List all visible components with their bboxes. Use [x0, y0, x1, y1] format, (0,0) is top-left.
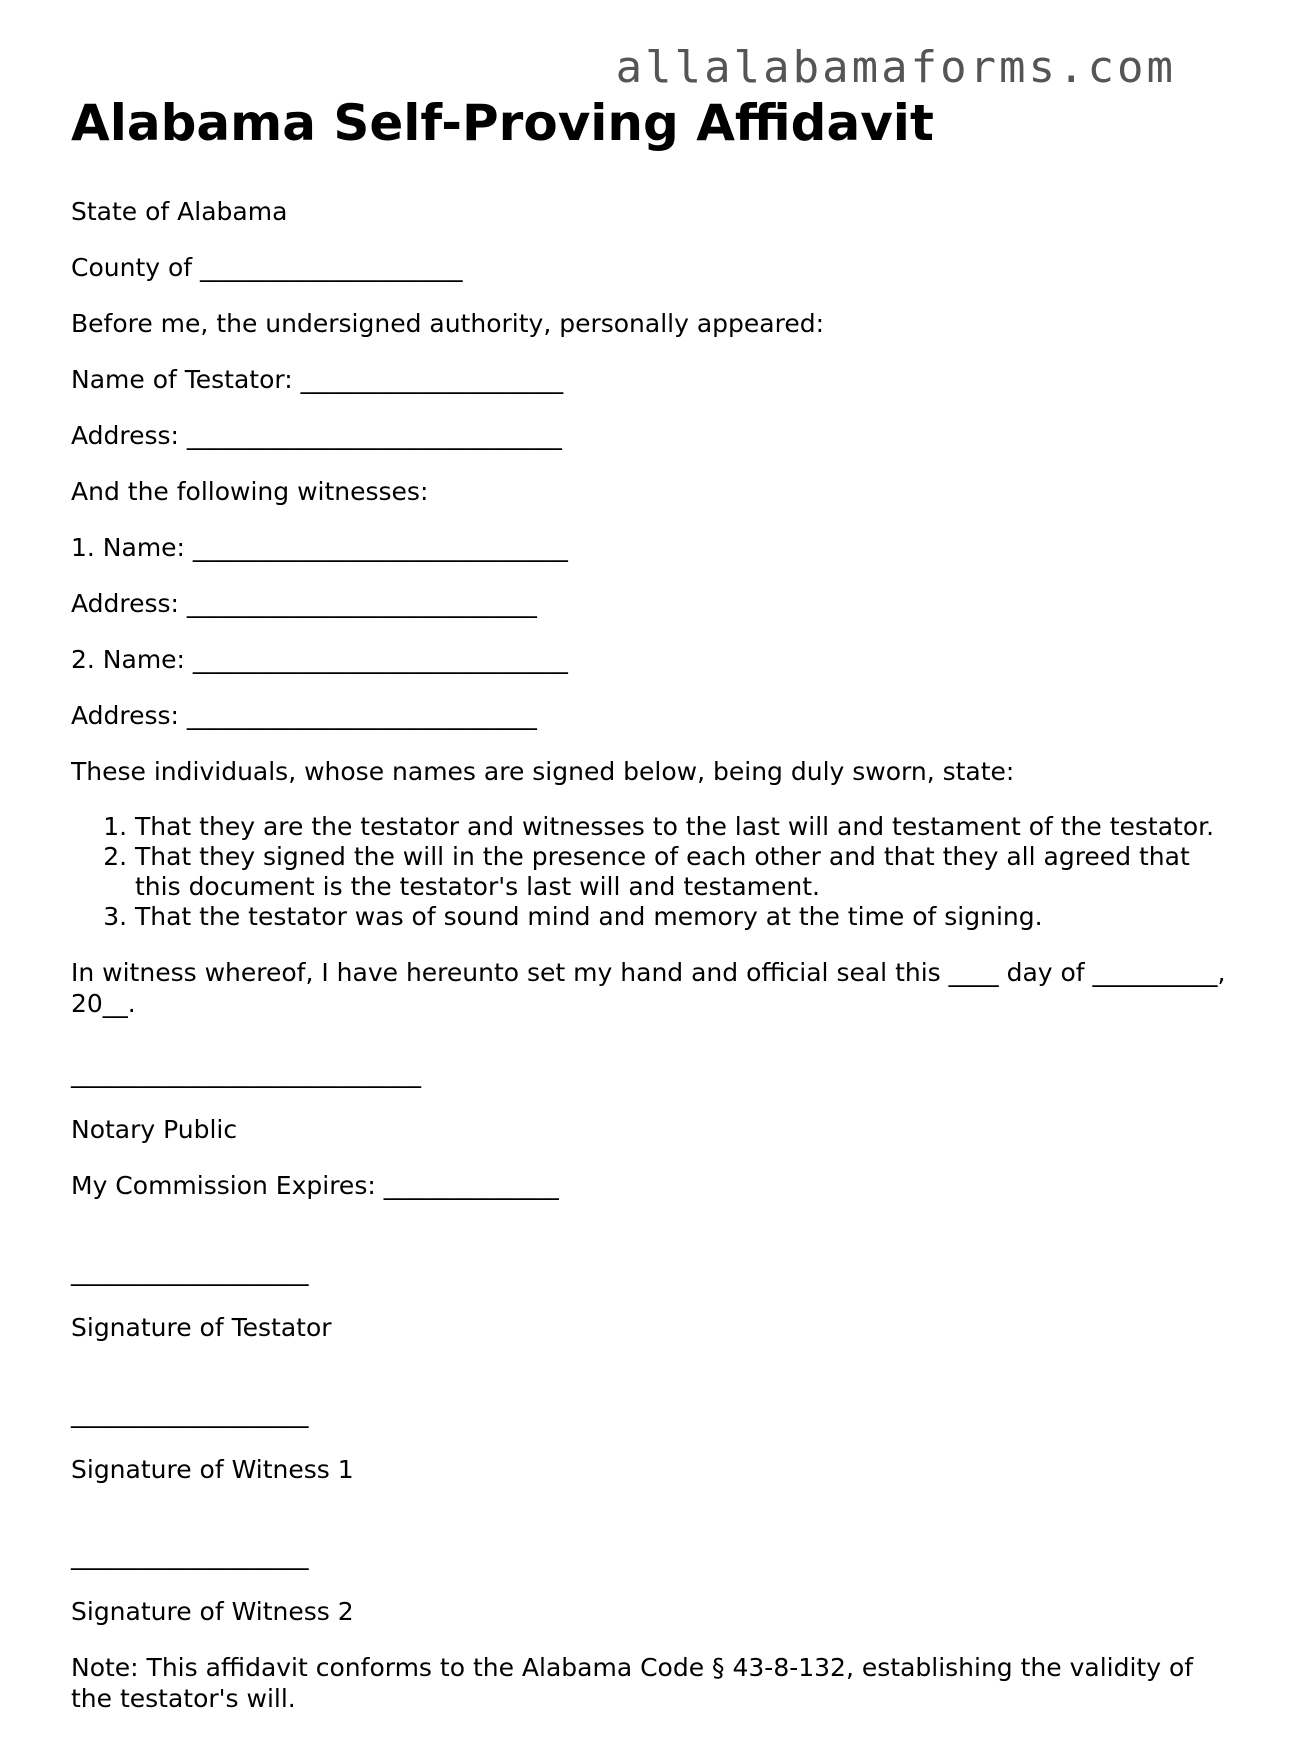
notary-label: Notary Public [71, 1115, 238, 1144]
witness-whereof-text: In witness whereof, I have hereunto set my hand and official seal this ____ day of __________, 20__. [71, 958, 1234, 1018]
statement-item: 1. That they are the testator and witnesses to the last will and testament of the testator. [135, 812, 1231, 842]
witness2-signature-line: ___________________ [71, 1541, 309, 1570]
statement-item: 3. That the testator was of sound mind and memory at the time of signing. [135, 902, 1231, 932]
site-watermark: allalabamaforms.com [615, 42, 1176, 93]
witnesses-heading: And the following witnesses: [71, 477, 429, 506]
testator-signature-label: Signature of Testator [71, 1313, 332, 1342]
testator-name-line: Name of Testator: _____________________ [71, 365, 564, 394]
witness2-signature-label: Signature of Witness 2 [71, 1597, 354, 1626]
state-line: State of Alabama [71, 197, 288, 226]
witness1-signature-label: Signature of Witness 1 [71, 1455, 354, 1484]
witness2-name-line: 2. Name: ______________________________ [71, 645, 568, 674]
notary-signature-line: ____________________________ [71, 1059, 421, 1088]
witness2-address-line: Address: ____________________________ [71, 701, 537, 730]
document-title: Alabama Self-Proving Affidavit [71, 94, 934, 152]
commission-expires-line: My Commission Expires: ______________ [71, 1171, 559, 1200]
witness1-address-line: Address: ____________________________ [71, 589, 537, 618]
testator-signature-line: ___________________ [71, 1257, 309, 1286]
witness1-name-line: 1. Name: ______________________________ [71, 533, 568, 562]
legal-note: Note: This affidavit conforms to the Alabama Code § 43-8-132, establishing the validity of the testator's will. [71, 1653, 1202, 1713]
county-line: County of _____________________ [71, 253, 463, 282]
affidavit-document [71, 88, 1234, 1739]
statement-intro: These individuals, whose names are signed below, being duly sworn, state: [71, 757, 1015, 786]
intro-text: Before me, the undersigned authority, personally appeared: [71, 309, 825, 338]
testator-address-line: Address: ______________________________ [71, 421, 562, 450]
statement-item: 2. That they signed the will in the presence of each other and that they all agreed that this document is the testator's last will and testament. [135, 842, 1231, 902]
witness1-signature-line: ___________________ [71, 1399, 309, 1428]
statement-list [71, 812, 1231, 932]
